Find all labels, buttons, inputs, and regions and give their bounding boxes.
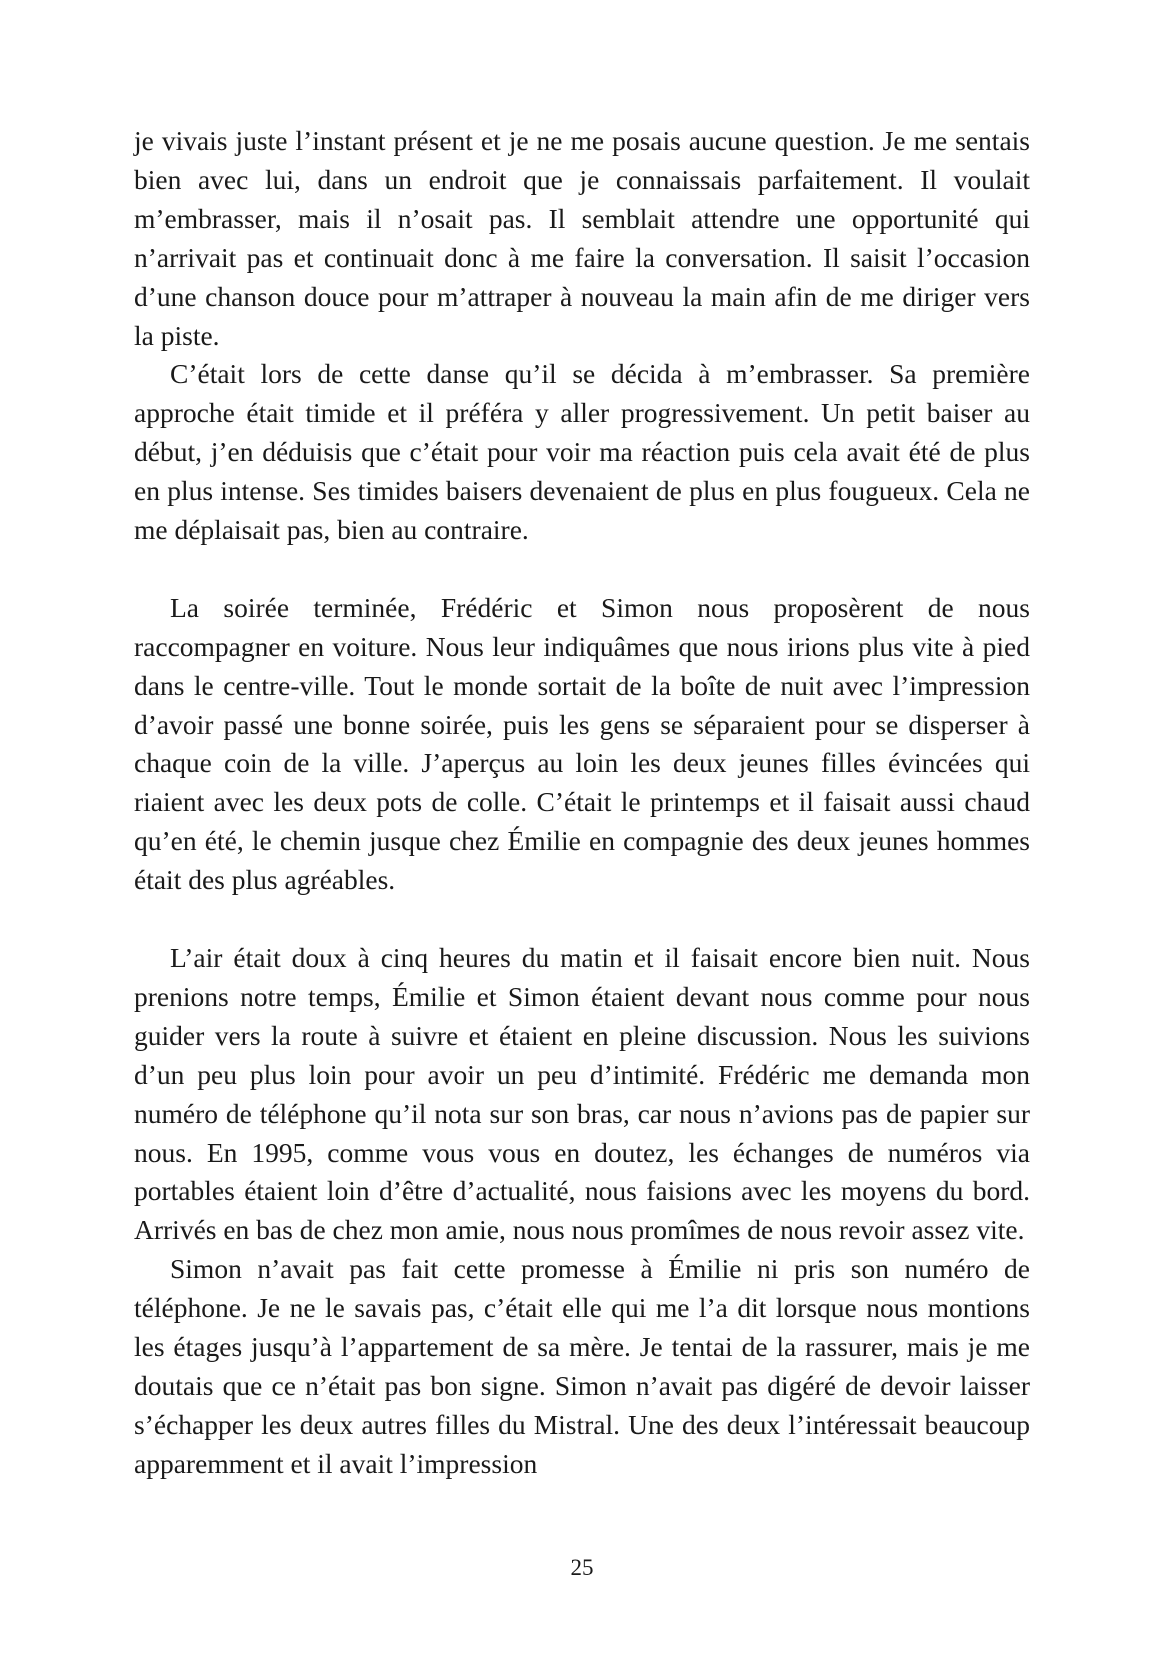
page-number: 25 xyxy=(570,1555,594,1580)
paragraph-3: La soirée terminée, Frédéric et Simon nous proposèrent de nous raccompagner en voiture. Nous leur indiquâmes que nous irions plus vite à pied dans le centre-ville. Tout le monde sortait de la boîte de nuit avec l’impression d’avoir passé une bonne soirée, puis les gens se séparaient pour se disperser à chaque coin de la ville. J’aperçus au loin les deux jeunes filles évincées qui riaient avec les deux pots de colle. C’était le printemps et il faisait aussi chaud qu’en été, le chemin jusque chez Émilie en compagnie des deux jeunes hommes était des plus agréables. xyxy=(134,591,1030,896)
paragraph-4: L’air était doux à cinq heures du matin et il faisait encore bien nuit. Nous prenions notre temps, Émilie et Simon étaient devant nous comme pour nous guider vers la route à suivre et étaient en pleine discussion. Nous les suivions d’un peu plus loin pour avoir un peu d’intimité. Frédéric me demanda mon numéro de téléphone qu’il nota sur son bras, car nous n’avions pas de papier sur nous. En 1995, comme vous vous en doutez, les échanges de numéros via portables étaient loin d’être d’actualité, nous faisions avec les moyens du bord. Arrivés en bas de chez mon amie, nous nous promîmes de nous revoir assez vite. xyxy=(134,942,1030,1246)
paragraph-1: je vivais juste l’instant présent et je ne me posais aucune question. Je me sentais bien avec lui, dans un endroit que je connaissais parfaitement. Il voulait m’embrasser, mais il n’osait pas. Il semblait attendre une opportunité qui n’arrivait pas et continuait donc à me faire la conversation. Il saisit l’occasion d’une chanson douce pour m’attraper à nouveau la main afin de me diriger vers la piste. xyxy=(134,125,1030,351)
paragraph-2: C’était lors de cette danse qu’il se décida à m’embrasser. Sa première approche était timide et il préféra y aller progressivement. Un petit baiser au début, j’en déduisis que c’était pour voir ma réaction puis cela avait été de plus en plus intense. Ses timides baisers devenaient de plus en plus fougueux. Cela ne me déplaisait pas, bien au contraire. xyxy=(134,358,1030,546)
paragraph-5: Simon n’avait pas fait cette promesse à Émilie ni pris son numéro de téléphone. Je ne le savais pas, c’était elle qui me l’a dit lorsque nous montions les étages jusqu’à l’appartement de sa mère. Je tentai de la rassurer, mais je me doutais que ce n’était pas bon signe. Simon n’avait pas digéré de devoir laisser s’échapper les deux autres filles du Mistral. Une des deux l’intéressait beaucoup apparemment et il avait l’impression xyxy=(134,1253,1030,1479)
body-text xyxy=(134,122,1030,1484)
